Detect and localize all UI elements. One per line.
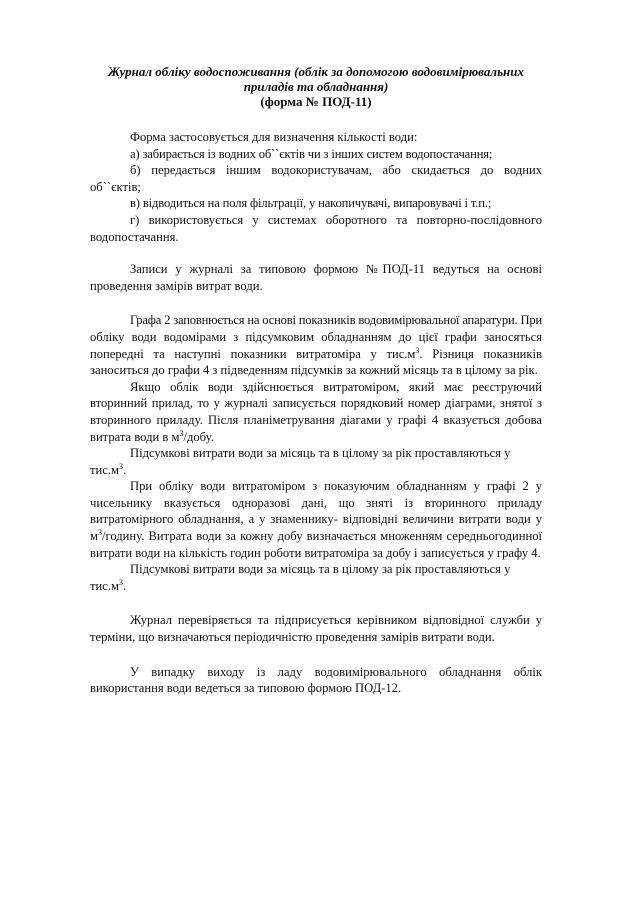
paragraph-column-2 <box>90 312 542 378</box>
paragraph-equipment-failure: У випадку виходу із ладу водовимірювального обладнання облік використання води ведеться за типовою формою ПОД-12. <box>90 664 542 696</box>
paragraph-column-2-text: Графа 2 заповнюється на основі показників водовимірювальної апаратури. При обліку води водомірами з підсумковим обладнанням до цієї графи заносяться попередні та наступні показники витратоміра у тис.м <box>90 313 542 361</box>
unit-superscript: 3 <box>415 345 420 355</box>
paragraph-totals-1 <box>90 445 542 478</box>
paragraph-indicating-text: При обліку води витратоміром з показуючим обладнанням у графі 2 у чисельнику вказується одноразові дані, що зняті із вторинного приладу витратомірного обладнання, а у знаменнику- відповідні величини витрати води у м <box>90 479 542 544</box>
paragraph-totals-2-text-end: . <box>122 578 127 593</box>
intro-item-v: в) відводиться на поля фільтрації, у накопичувачі, випаровувачі і т.п.; <box>130 196 492 211</box>
unit-superscript: 3 <box>97 528 102 538</box>
paragraph-totals-1-text: Підсумкові витрати води за місяць та в цілому за рік проставляються у тис.м <box>90 446 511 477</box>
paragraph-totals-2-text: Підсумкові витрати води за місяць та в цілому за рік проставляються у тис.м <box>90 562 511 593</box>
paragraph-recorder <box>90 379 542 445</box>
paragraph-indicating <box>90 478 542 561</box>
intro-item-b: б) передається іншим водокористувачам, або скидається до водних об``єктів; <box>90 163 542 194</box>
paragraph-totals-1-text-end: . <box>122 462 127 477</box>
paragraph-totals-2 <box>90 561 542 594</box>
paragraph-column-2-text-end: . Різниця показників заноситься до графи 4 з підведенням підсумків за кожний місяць та в цілому за рік. <box>90 346 542 378</box>
intro-item-g: г) використовується у системах оборотного та повторно-послідовного водопостачання. <box>90 212 542 244</box>
paragraph-records: Записи у журналі за типовою формою №ПОД-11 ведуться на основі проведення замірів витрат води. <box>90 262 542 293</box>
unit-superscript: 3 <box>179 428 184 438</box>
paragraph-journal-check: Журнал перевіряється та підприсується керівником відповідної служби у терміни, що визначаються періодичністю проведення замірів витрати води. <box>90 613 542 645</box>
paragraph-indicating-text-end: /годину. Витрата води за кожну добу визначається множенням середньогодинної витрати води на кількість годин роботи витратоміра за добу і записується у графу 4. <box>90 529 542 560</box>
title-line-2: приладів та обладнання) <box>243 79 389 94</box>
title-line-1: Журнал обліку водоспоживання (облік за допомогою водовимірювальних <box>108 64 524 79</box>
intro-item-a: а) забирається із водних об``єктів чи з інших систем водопостачання; <box>130 146 493 161</box>
document-title <box>90 64 542 109</box>
unit-superscript: 3 <box>118 577 123 587</box>
document-page <box>90 64 542 697</box>
title-form-number: (форма № ПОД-11) <box>260 94 372 109</box>
paragraph-recorder-text: Якщо облік води здійснюється витратоміром, який має реєструючий вторинний прилад, то у журналі записується порядковий номер діаграми, знятої з вторинного приладу. Після планіметрування діагами у графі 4 вказується добова витрата води в м <box>90 379 542 444</box>
unit-superscript: 3 <box>118 461 123 471</box>
paragraph-recorder-text-end: /добу. <box>183 429 214 444</box>
intro-lead: Форма застосовується для визначення кількості води: <box>130 130 418 144</box>
